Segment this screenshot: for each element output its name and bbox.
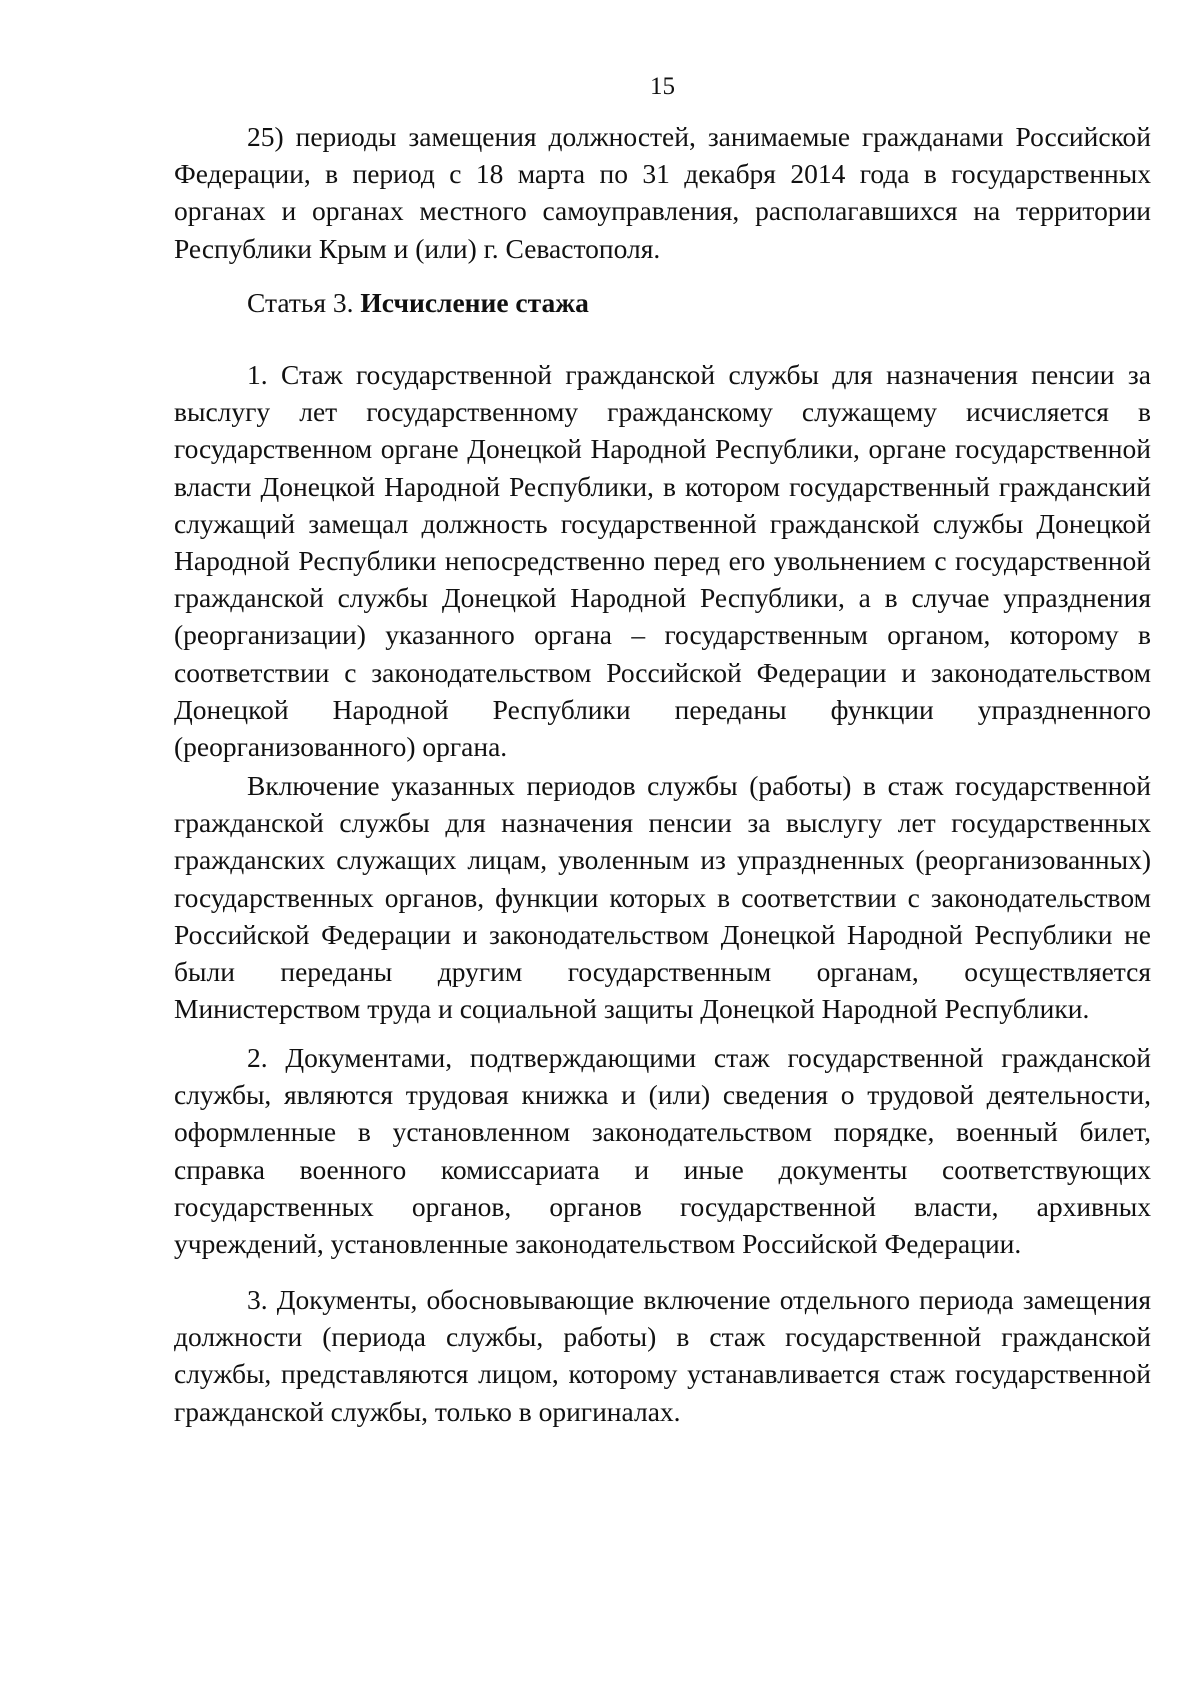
paragraph-item-25: 25) периоды замещения должностей, занимаемые гражданами Российской Федерации, в период с 18 марта по 31 декабря 2014 года в государственных органах и органах местного самоуправления, располагавшихся на территории Республики Крым и (или) г. Севастополя.	[174, 121, 1151, 264]
article-heading	[247, 284, 589, 321]
paragraph-section-1-continuation: Включение указанных периодов службы (работы) в стаж государственной гражданской службы для назначения пенсии за выслугу лет государственных гражданских служащих лицам, уволенным из упраздненных (реорганизованных) государственных органов, функции которых в соответствии с законодательством Российской Федерации и законодательством Донецкой Народной Республики не были переданы другим государственным органам, осуществляется Министерством труда и социальной защиты Донецкой Народной Республики.	[174, 770, 1151, 1025]
article-title: Исчисление стажа	[360, 287, 589, 318]
page-number: 15	[650, 73, 675, 100]
article-label: Статья 3.	[247, 287, 354, 318]
paragraph-section-3: 3. Документы, обосновывающие включение отдельного периода замещения должности (периода службы, работы) в стаж государственной гражданской службы, представляются лицом, которому устанавливается стаж государственной гражданской службы, только в оригиналах.	[174, 1284, 1151, 1427]
paragraph-section-2: 2. Документами, подтверждающими стаж государственной гражданской службы, являются трудовая книжка и (или) сведения о трудовой деятельности, оформленные в установленном законодательством порядке, военный билет, справка военного комиссариата и иные документы соответствующих государственных органов, органов государственной власти, архивных учреждений, установленные законодательством Российской Федерации.	[174, 1042, 1151, 1260]
paragraph-section-1: 1. Стаж государственной гражданской службы для назначения пенсии за выслугу лет государственному гражданскому служащему исчисляется в государственном органе Донецкой Народной Республики, органе государственной власти Донецкой Народной Республики, в котором государственный гражданский служащий замещал должность государственной гражданской службы Донецкой Народной Республики непосредственно перед его увольнением с государственной гражданской службы Донецкой Народной Республики, а в случае упразднения (реорганизации) указанного органа – государственным органом, которому в соответствии с законодательством Российской Федерации и законодательством Донецкой Народной Республики переданы функции упраздненного (реорганизованного) органа.	[174, 359, 1151, 763]
